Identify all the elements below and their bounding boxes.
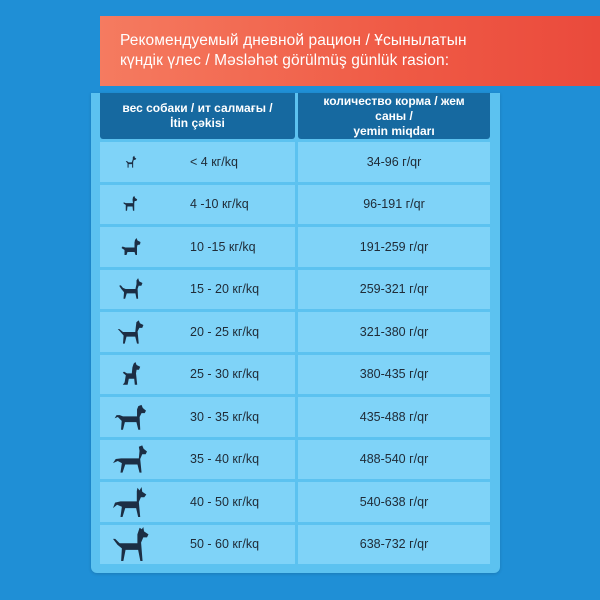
weight-range: 4 -10 кг/kq (190, 197, 249, 212)
weight-range: 40 - 50 кг/kq (190, 494, 260, 509)
table-row (100, 525, 490, 565)
amount-cell (298, 355, 490, 395)
weight-cell (100, 355, 295, 395)
weight-cell (100, 227, 295, 267)
food-amount: 34-96 г/qr (366, 154, 422, 169)
header-food-amount-line-1: количество корма / жем саны / (323, 93, 465, 123)
great-dane-dog-icon (111, 527, 149, 561)
amount-cell (298, 397, 490, 437)
table-body (100, 142, 490, 564)
ration-table-panel (91, 93, 500, 573)
weight-range: 20 - 25 кг/kq (190, 324, 260, 339)
amount-cell (298, 227, 490, 267)
food-amount: 380-435 г/qr (359, 367, 429, 382)
food-amount: 435-488 г/qr (359, 409, 429, 424)
weight-range: 10 -15 кг/kq (190, 239, 256, 254)
weight-cell (100, 525, 295, 565)
food-amount: 191-259 г/qr (359, 239, 429, 254)
weight-cell (100, 312, 295, 352)
food-amount: 638-732 г/qr (359, 537, 429, 552)
table-header (100, 93, 490, 139)
scottie-dog-icon (119, 238, 141, 256)
table-row (100, 355, 490, 395)
weight-cell (100, 142, 295, 182)
weight-range: 25 - 30 кг/kq (190, 367, 260, 382)
medium-dog-icon (117, 278, 143, 300)
retriever-dog-icon (113, 445, 147, 473)
table-row (100, 270, 490, 310)
weight-range: < 4 кг/kq (190, 154, 238, 169)
table-row (100, 397, 490, 437)
banner-title-line-2: күндік үлес / Məsləhət görülmüş günlük rasion: (120, 52, 450, 69)
header-dog-weight-line-1: вес собаки / ит салмағы / (122, 101, 273, 115)
food-amount: 488-540 г/qr (359, 452, 429, 467)
food-amount: 259-321 г/qr (359, 282, 429, 297)
amount-cell (298, 312, 490, 352)
header-food-amount (298, 93, 490, 139)
tiny-dog-icon (123, 155, 137, 169)
header-dog-weight (100, 93, 295, 139)
weight-cell (100, 440, 295, 480)
food-amount: 540-638 г/qr (359, 494, 429, 509)
shepherd-dog-icon (113, 487, 147, 517)
banner-title-line-1: Рекомендуемый дневной рацион / Ұсынылатын (120, 32, 467, 49)
food-amount: 96-191 г/qr (363, 197, 425, 212)
table-row (100, 440, 490, 480)
weight-range: 35 - 40 кг/kq (190, 452, 260, 467)
amount-cell (298, 440, 490, 480)
table-row (100, 185, 490, 225)
weight-cell (100, 397, 295, 437)
labrador-dog-icon (114, 404, 146, 430)
header-dog-weight-line-2: İtin çəkisi (170, 116, 225, 130)
weight-cell (100, 185, 295, 225)
weight-range: 15 - 20 кг/kq (190, 282, 260, 297)
weight-range: 50 - 60 кг/kq (190, 537, 260, 552)
amount-cell (298, 482, 490, 522)
weight-cell (100, 270, 295, 310)
weight-range: 30 - 35 кг/kq (190, 409, 260, 424)
pointer-dog-icon (116, 320, 144, 344)
header-food-amount-line-2: yemin miqdarı (353, 123, 435, 138)
food-amount: 321-380 г/qr (359, 324, 429, 339)
banner-title (120, 31, 560, 71)
amount-cell (298, 270, 490, 310)
table-row (100, 142, 490, 182)
amount-cell (298, 525, 490, 565)
amount-cell (298, 185, 490, 225)
sitting-dog-icon (118, 362, 142, 386)
weight-cell (100, 482, 295, 522)
amount-cell (298, 142, 490, 182)
terrier-dog-icon (122, 196, 139, 213)
table-row (100, 312, 490, 352)
table-row (100, 227, 490, 267)
table-row (100, 482, 490, 522)
